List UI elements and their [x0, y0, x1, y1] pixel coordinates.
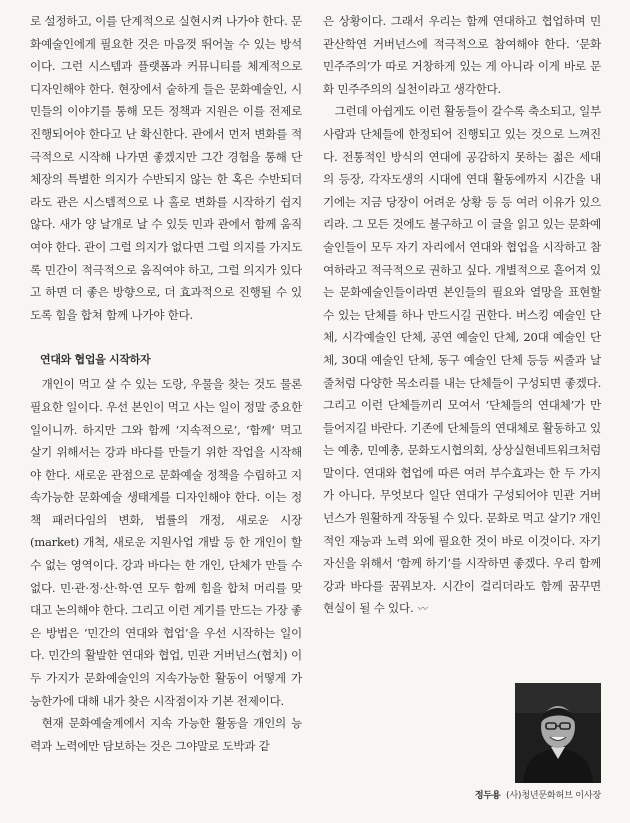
paragraph-rivers-and-seas: 개인이 먹고 살 수 있는 도랑, 우물을 찾는 것도 물론 필요한 일이다. 우선 본인이 먹고 사는 일이 정말 중요한 일이니까. 하지만 그와 함께 ‘지속적으로’, ‘함께’ 먹고 살기 위해서는 강과 바다를 만들기 위한 작업을 시작해야 한다. 새로운 관점으로 문화예술 정책을 수립하고 지속가능한 문화예술 생태계를 디자인해야 한다. 이는 정책 패러다임의 변화, 법률의 개정, 새로운 시장(market) 개척, 새로운 지원사업 개발 등 한 개인이 할 수 없는 영역이다. 강과 바다는 한 개인, 단체가 만들 수 없다. 민·관·정·산·학·연 모두 함께 힘을 합쳐 머리를 맞대고 논의해야 한다. 그리고 이런 계기를 만드는 가장 좋은 방법은 ‘민간의 연대와 협업’을 우선 시작하는 일이다. 민간의 활발한 연대와 협업, 민관 거버넌스(협치) 이 두 가지가 문화예술인의 지속가능한 활동이 어떻게 가능한가에 대해 내가 찾은 시작점이자 기본 전제이다. [30, 377, 302, 708]
author-photo [515, 683, 601, 783]
paragraph-cultural-democracy: 은 상황이다. 그래서 우리는 함께 연대하고 협업하며 민관산학연 거버넌스에 적극적으로 참여해야 한다. ‘문화 민주주의’가 따로 거창하게 있는 게 아니라 이게 바로 문화 민주주의의 실천이라고 생각한다. [323, 14, 601, 96]
author-portrait-icon [515, 683, 601, 783]
section-title: 연대와 협업을 시작하자 [40, 353, 151, 367]
paragraph-call-to-solidarity [323, 100, 601, 622]
paragraph-policy-design: 로 설정하고, 이를 단계적으로 실현시켜 나가야 한다. 문화예술인에게 필요한 것은 마음껏 뛰어놀 수 있는 방석이다. 그런 시스템과 플랫폼과 커뮤니티를 체계적으로 디자인해야 한다. 현장에서 숱하게 들은 문화예술인, 시민들의 이야기를 통해 모든 정책과 지원은 이를 전제로 진행되어야 한다고 난 확신한다. 관에서 먼저 변화를 적극적으로 시작해 나가면 좋겠지만 그간 경험을 통해 단체장의 특별한 의지가 수반되지 않는 한 혹은 수반되더라도 관은 시스템적으로 나 홀로 변화를 시작하기 쉽지 않다. 새가 양 날개로 날 수 있듯 민과 관에서 함께 움직여야 한다. 관이 그럴 의지가 없다면 그럴 의지를 가지도록 민간이 적극적으로 움직여야 하고, 그럴 의지가 있다고 하면 더 좋은 방향으로, 더 효과적으로 진행될 수 있도록 힘을 합쳐 함께 나가야 한다. [30, 14, 302, 322]
right-column [323, 10, 601, 622]
paragraph-call-to-solidarity-text: 그런데 아쉽게도 이런 활동들이 갈수록 축소되고, 일부 사람과 단체들에 한정되어 진행되고 있는 것으로 느껴진다. 전통적인 방식의 연대에 공감하지 못하는 젊은 세대의 등장, 각자도생의 시대에 연대 활동에까지 시간을 내기에는 지금 당장이 어려운 상황 등 등 여러 이유가 있으리라. 그 모든 것에도 불구하고 이 글을 읽고 있는 문화예술인들이 모두 자기 자리에서 연대와 협업을 시작하고 참여하라고 적극적으로 권하고 싶다. 개별적으로 흩어져 있는 문화예술인들이라면 본인들의 필요와 열망을 표현할 수 있는 단체를 하나 만드시길 권한다. 버스킹 예술인 단체, 시각예술인 단체, 공연 예술인 단체, 20대 예술인 단체, 30대 예술인 단체, 동구 예술인 단체 등등 씨줄과 날줄처럼 다양한 목소리를 내는 단체들이 구성되면 좋겠다. 그리고 이런 단체들끼리 모여서 ‘단체들의 연대체’가 만들어지길 바란다. 기존에 단체들의 연대체로 활동하고 있는 예총, 민예총, 문화도시협의회, 상상실현네트워크처럼 말이다. 연대와 협업에 따른 여러 부수효과는 한 두 가지가 아니다. 무엇보다 일단 연대가 구성되어야 민관 거버넌스가 원활하게 작동될 수 있다. 문화로 먹고 살기? 개인적인 재능과 노력 외에 필요한 것이 바로 이것이다. 자기 자신을 위해서 ‘함께 하기’를 시작하면 좋겠다. 우리 함께 강과 바다를 꿈꿔보자. 시간이 걸리더라도 함께 꿈꾸면 현실이 될 수 있다. [323, 104, 601, 616]
author-affiliation: (사)청년문화허브 이사장 [506, 790, 601, 801]
end-mark-icon: 〰 [416, 604, 427, 616]
left-column [30, 10, 302, 757]
author-name: 정두용 [474, 790, 501, 801]
author-caption [475, 787, 601, 801]
paragraph-current-situation: 현재 문화예술계에서 지속 가능한 활동을 개인의 능력과 노력에만 담보하는 것은 그야말로 도박과 같 [30, 716, 302, 753]
